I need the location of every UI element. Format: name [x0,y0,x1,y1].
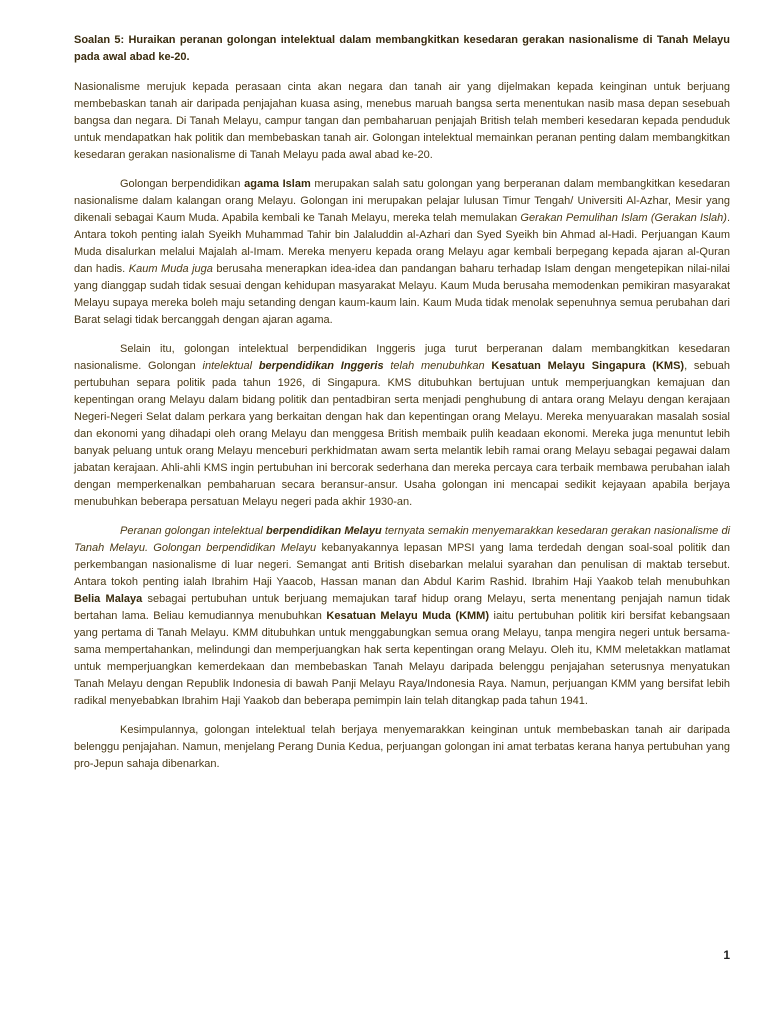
italic-term-kaum-muda: Kaum Muda juga [128,263,213,275]
text-run: . Antara tokoh penting ialah Syeikh Muhammad Tahir bin Jalaluddin al-Azhari dan Syed Syeikh bin Ahmad al-Hadi. Perjuangan Kaum Muda disalurkan melalui Majalah al-Imam. Mereka menyeru kepada orang Melayu agar kembali berpegang kepada ajaran al-Quran dan hadis. [74,212,730,275]
text-run: iaitu pertubuhan politik kiri bersifat kebangsaan yang pertama di Tanah Melayu. KMM ditubuhkan untuk menggabungkan semua orang Melayu, tanpa mengira negeri untuk bersama-sama mempertahankan, melindungi dan memperjuangkan hak serta kepentingan orang Melayu. Oleh itu, KMM meletakkan matlamat untuk memperjuangkan kemerdekaan dan membebaskan Tanah Melayu daripada belenggu penjajahan seterusnya menyatukan Tanah Melayu dengan Republik Indonesia di bawah Panji Melayu Raya/Indonesia Raya. Namun, perjuangan KMM yang bersifat lebih radikal menyebabkan Ibrahim Haji Yaakob dan beberapa pemimpin lain telah ditangkap pada tahun 1941. [74,610,730,707]
paragraph-islamic-educated [74,176,730,329]
text-run: berusaha menerapkan idea-idea dan pandangan baharu terhadap Islam dengan mengetepikan nilai-nilai yang dianggap sudah tidak sesuai dengan kehidupan masyarakat Melayu. Kaum Muda berusaha memodenkan pemikiran masyarakat Melayu supaya mereka boleh maju setanding dengan kaum-kaum lain. Kaum Muda tidak menolak sepenuhnya semua perubahan dari Barat selagi tidak bercanggah dengan ajaran agama. [74,263,731,326]
page-number: 1 [723,948,730,962]
italic-run: telah menubuhkan [383,360,485,372]
conclusion-paragraph: Kesimpulannya, golongan intelektual telah berjaya menyemarakkan keinginan untuk membebaskan tanah air daripada belenggu penjajahan. Namun, menjelang Perang Dunia Kedua, perjuangan golongan ini amat terbatas kerana hanya pertubuhan yang pro-Jepun sahaja dibenarkan. [74,724,730,770]
bold-italic-term-inggeris: berpendidikan Inggeris [258,360,384,372]
paragraph-malay-educated [74,523,730,710]
bold-term-belia-malaya: Belia Malaya [74,593,143,605]
text-run: Golongan berpendidikan [120,178,245,190]
bold-italic-term-melayu: berpendidikan Melayu [266,525,382,537]
intro-paragraph: Nasionalisme merujuk kepada perasaan cinta akan negara dan tanah air yang dijelmakan kepada keinginan untuk berjuang membebaskan tanah air daripada penjajahan kuasa asing, menebus maruah bangsa serta menentukan nasib masa depan sesebuah bangsa dan negara. Di Tanah Melayu, campur tangan dan pembaharuan penjajah British telah memberi kesedaran kepada penduduk untuk mendapatkan hak politik dan membebaskan tanah air. Golongan intelektual memainkan peranan penting dalam membangkitkan kesedaran gerakan nasionalisme di Tanah Melayu pada awal abad ke-20. [74,81,730,161]
text-run: merupakan salah satu golongan yang berperanan dalam membangkitkan kesedaran nasionalisme dalam kalangan orang Melayu. Golongan ini merupakan pelajar lulusan Timur Tengah/ Universiti Al-Azhar, Mesir yang dikenali sebagai Kaum Muda. Apabila kembali ke Tanah Melayu, mereka telah memulakan [74,178,730,224]
bold-term-agama-islam: agama Islam [244,178,311,190]
text-run: , sebuah pertubuhan separa politik pada tahun 1926, di Singapura. KMS ditubuhkan bertujuan untuk memperjuangkan kemajuan dan kepentingan orang Melayu dalam bidang politik dan pentadbiran serta menjadi penghubung di antara orang Melayu dengan kerajaan Negeri-Negeri Selat dalam perkara yang berkaitan dengan hak dan kepentingan orang Melayu. Mereka menyuarakan masalah sosial dan ekonomi yang dihadapi oleh orang Melayu dan menggesa British membaik pulih keadaan ekonomi. Mereka juga menuntut lebih banyak peluang untuk orang Melayu menceburi perkhidmatan awam serta melantik lebih ramai orang Melayu sebagai pegawai dalam jabatan kerajaan. Ahli-ahli KMS ingin pertubuhan ini bercorak sederhana dan mereka percaya cara terbaik membawa perubahan ialah dengan memperkenalkan pembaharuan secara beransur-ansur. Usaha golongan ini mencapai sedikit kejayaan apabila berjaya menubuhkan beberapa persatuan Melayu negeri pada akhir 1930-an. [74,360,730,508]
italic-term-gerakan-islah: Gerakan Pemulihan Islam (Gerakan Islah) [520,212,727,224]
paragraph-english-educated [74,341,730,511]
bold-term-kms: Kesatuan Melayu Singapura (KMS) [491,360,685,372]
text-run: kebanyakannya lepasan MPSI yang lama terdedah dengan soal-soal politik dan perkembangan nasionalisme di luar negeri. Semangat anti British disebarkan melalui syarahan dan penulisan di maktab tersebut. Antara tokoh penting ialah Ibrahim Haji Yaacob, Hassan manan dan Abdul Karim Rashid. Ibrahim Haji Yaakob telah menubuhkan [74,542,731,588]
bold-term-kmm: Kesatuan Melayu Muda (KMM) [326,610,490,622]
text-run: sebagai pertubuhan untuk berjuang memajukan taraf hidup orang Melayu, serta menentang penjajah namun tidak bertahan lama. Beliau kemudiannya menubuhkan [74,593,730,622]
italic-run: Peranan golongan intelektual [120,525,266,537]
text-run: Selain itu, golongan intelektual berpendidikan Inggeris juga turut berperanan dalam membangkitkan kesedaran nasionalisme. Golongan [74,343,730,372]
question-heading: Soalan 5: Huraikan peranan golongan intelektual dalam membangkitkan kesedaran gerakan nasionalisme di Tanah Melayu pada awal abad ke-20. [74,34,730,63]
italic-run: intelektual [202,360,259,372]
italic-run: ternyata semakin menyemarakkan kesedaran gerakan nasionalisme di Tanah Melayu. Golongan berpendidikan Melayu [74,525,731,554]
